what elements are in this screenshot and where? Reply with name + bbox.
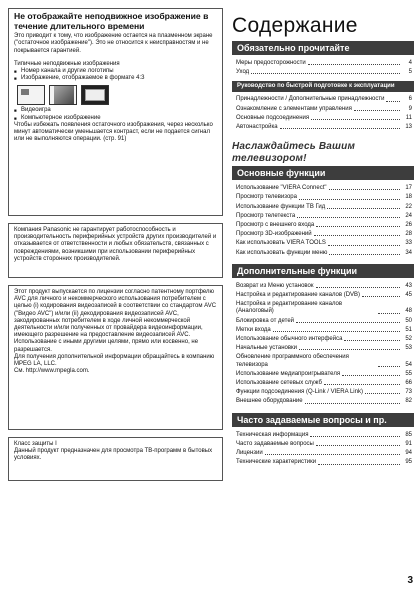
notes-column xyxy=(8,8,223,481)
toc-item[interactable]: Внешнее оборудование 82 xyxy=(236,398,412,405)
aspect-4-3-thumbnail xyxy=(49,85,77,105)
toc-item[interactable]: Как использовать VIERA TOOLS 33 xyxy=(236,240,412,247)
toc-item[interactable]: Использование функции ТВ Гид 22 xyxy=(236,203,412,210)
avc-license-text: Этот продукт выпускается по лицензии согласно патентному портфелю AVC для личного и некоммерческого использования потребителем с целью (i) кодирования видеозаписей в соответствии со стандартом AVC ("Видео AVC") и/или (ii) декодирования видеозаписей AVC, закодированных потребителем в ходе личной некоммерческой деятельности и/или полученных от провайдера видеоинформации, имеющего разрешение на предоставление видеозаписей AVC. Использование с иными другими целями, прямо или косвенно, не разрешается. xyxy=(14,289,217,353)
example-thumbnails xyxy=(17,85,217,105)
toc-basic xyxy=(232,184,414,258)
toc-item[interactable]: Просмотр с внешнего входа 26 xyxy=(236,222,412,229)
protection-class-text: Класс защиты I xyxy=(14,441,57,447)
section-heading-must-read: Обязательно прочитайте xyxy=(232,41,414,55)
still-image-warning-box xyxy=(8,8,223,216)
toc-advanced xyxy=(232,282,414,407)
toc-item[interactable]: Просмотр телетекста 24 xyxy=(236,212,412,219)
list-item: ■ Номер канала и другие логотипы xyxy=(14,68,217,75)
section-heading-faq: Часто задаваемые вопросы и пр. xyxy=(232,413,414,427)
toc-item[interactable]: Использование "VIERA Connect" 17 xyxy=(236,185,412,192)
list-item: ■ Видеоигра xyxy=(14,107,217,114)
channel-logo-thumbnail xyxy=(17,85,45,105)
toc-item[interactable]: Метки входа 51 xyxy=(236,326,412,333)
section-heading-advanced: Дополнительные функции xyxy=(232,264,414,278)
toc-must-read xyxy=(232,59,414,77)
toc-item[interactable]: Начальные установки 53 xyxy=(236,345,412,352)
toc-item[interactable]: Использование обычного интерфейса 52 xyxy=(236,336,412,343)
toc-item[interactable]: Автонастройка 13 xyxy=(236,124,412,131)
household-use-text: Данный продукт предназначен для просмотра ТВ-программ в бытовых условиях. xyxy=(14,448,213,462)
toc-item[interactable]: Использование сетевых служб 66 xyxy=(236,380,412,387)
toc-item[interactable]: Техническая информация 85 xyxy=(236,431,412,438)
avc-url-text: См. http://www.mpegla.com. xyxy=(14,368,90,375)
toc-item[interactable]: Просмотр 3D-изображений 28 xyxy=(236,231,412,238)
toc-item[interactable]: Обновление программного обеспечения телевизора 54 xyxy=(236,354,412,368)
toc-item[interactable]: Функции подсоединения (Q-Link / VIERA Link) 73 xyxy=(236,389,412,396)
toc-item[interactable]: Возврат из Меню установок 43 xyxy=(236,282,412,289)
page-title: Содержание xyxy=(232,14,358,37)
avc-contact-text: Для получения дополнительной информации обращайтесь в компанию MPEG LA, LLC. xyxy=(14,353,215,368)
list-item: ■ Изображение, отображаемое в формате 4:3 xyxy=(14,75,217,82)
list-item: ■ Компьютерное изображение xyxy=(14,115,217,122)
panasonic-disclaimer-box xyxy=(8,223,223,278)
section-heading-basic: Основные функции xyxy=(232,166,414,180)
warning-text: Это приводит к тому, что изображение остается на плазменном экране ("остаточное изображение"). Это не относится к неисправностям и не покрывается гарантией. xyxy=(14,33,213,54)
toc-item[interactable]: Блокировка от детей 50 xyxy=(236,317,412,324)
toc-item[interactable]: Ознакомление с элементами управления 9 xyxy=(236,105,412,112)
toc-item[interactable]: Часто задаваемые вопросы 91 xyxy=(236,440,412,447)
toc-item[interactable]: Основные подсоединения 11 xyxy=(236,114,412,121)
afterimage-prevention-text: Чтобы избежать появления остаточного изображения, через несколько минут автоматически уменьшается контраст, если не подается сигнал или не выполняются операции. (стр. 91) xyxy=(14,121,213,143)
toc-item[interactable]: Настройка и редактирование каналов (DVB) 45 xyxy=(236,292,412,299)
typical-images-heading: Типичные неподвижные изображения xyxy=(14,60,120,67)
avc-license-box xyxy=(8,285,223,430)
toc-quick-start xyxy=(232,95,414,132)
section-heading-quick-start: Руководство по быстрой подготовке к эксплуатации xyxy=(232,81,414,92)
enjoy-heading: Наслаждайтесь Вашим телевизором! xyxy=(232,141,356,165)
toc-item[interactable]: Как использовать функции меню 34 xyxy=(236,249,412,256)
toc-faq xyxy=(232,431,414,468)
toc-item[interactable]: Принадлежности / Дополнительные принадлежности 6 xyxy=(236,96,412,103)
contents-column xyxy=(232,14,414,468)
toc-item[interactable]: Технические характеристики 95 xyxy=(236,459,412,466)
toc-item[interactable]: Настройка и редактирование каналов (Аналоговый) 48 xyxy=(236,301,412,315)
toc-item[interactable]: Меры предосторожности 4 xyxy=(236,60,412,66)
computer-image-thumbnail xyxy=(81,85,109,105)
toc-item[interactable]: Уход 5 xyxy=(236,69,412,76)
toc-item[interactable]: Лицензии 94 xyxy=(236,450,412,457)
disclaimer-text: Компания Panasonic не гарантирует работоспособность и производительность периферийных устройств других производителей и отказывается от ответственности и любых обязательств, связанных с повреждениями, возникшими при использовании периферийных устройств сторонних производителей. xyxy=(14,227,217,262)
warning-title: Не отображайте неподвижное изображение в течение длительного времени xyxy=(14,11,209,31)
page-number: 3 xyxy=(407,575,413,586)
toc-item[interactable]: Использование медиапроигрывателя 55 xyxy=(236,370,412,377)
toc-item[interactable]: Просмотр телевизора 18 xyxy=(236,194,412,201)
typical-images-list-a xyxy=(14,68,217,82)
protection-class-box xyxy=(8,437,223,481)
typical-images-list-b xyxy=(14,107,217,121)
